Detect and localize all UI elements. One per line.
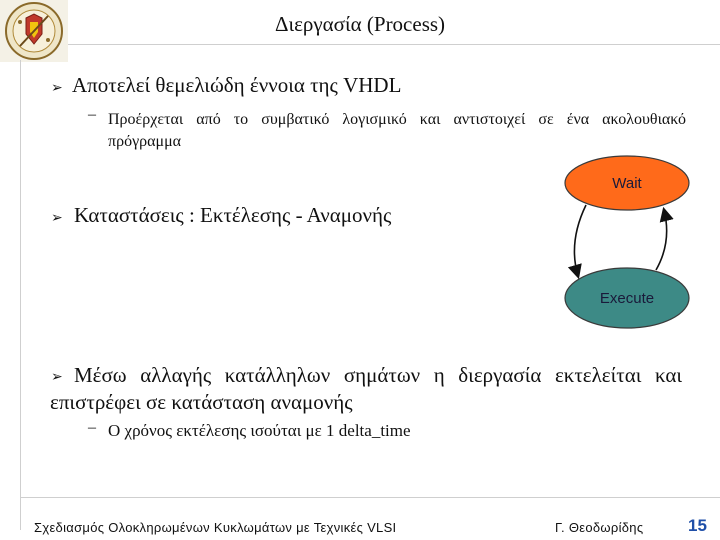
title-underline — [68, 44, 720, 45]
sub-bullet-text: Ο χρόνος εκτέλεσης ισούται με 1 delta_time — [108, 421, 411, 440]
state-diagram — [560, 150, 700, 340]
bullet-arrow-icon: ➢ — [51, 80, 63, 96]
sub-bullet-dash: – — [88, 106, 96, 123]
wait-to-execute-arrow — [574, 205, 586, 276]
footer-author: Γ. Θεοδωρίδης — [555, 520, 644, 535]
page-number: 15 — [688, 516, 707, 535]
frame-left-line — [20, 60, 21, 530]
footer-line — [20, 497, 720, 498]
wait-state-label: Wait — [612, 175, 642, 192]
bullet-text: Μέσω αλλαγής κατάλληλων σημάτων η διεργασία εκτελείται και επιστρέφει σε κατάσταση αναμονής — [50, 363, 682, 414]
bullet-text-block — [50, 362, 682, 416]
bullet-arrow-icon: ➢ — [51, 210, 63, 226]
sub-bullet-text: Προέρχεται από το συμβατικό λογισμικό και αντιστοιχεί σε ένα ακολουθιακό πρόγραμμα — [108, 111, 686, 150]
sub-bullet-dash: – — [88, 419, 96, 436]
bullet-arrow-icon: ➢ — [51, 369, 63, 385]
execute-to-wait-arrow — [656, 210, 667, 270]
page-title: Διεργασία (Process) — [274, 12, 446, 36]
execute-state-label: Execute — [599, 290, 655, 307]
bullet-text: Αποτελεί θεμελιώδη έννοια της VHDL — [72, 73, 402, 97]
footer-course-title: Σχεδιασμός Ολοκληρωμένων Κυκλωμάτων με Τεχνικές VLSI — [34, 520, 397, 535]
bullet-text: Καταστάσεις : Εκτέλεσης - Αναμονής — [74, 203, 392, 227]
